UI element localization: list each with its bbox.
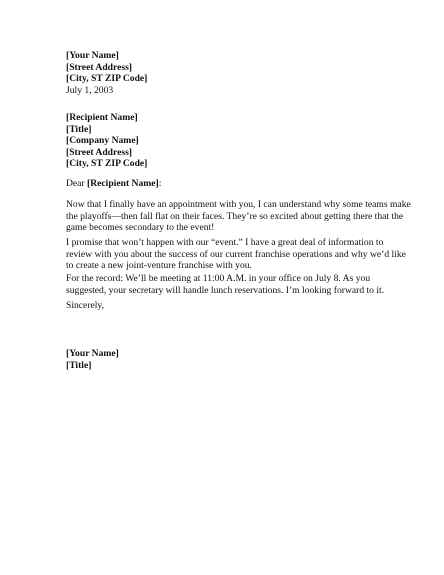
paragraph-line: For the record: We’ll be meeting at 11:00 A.M. in your office on July 8. As you: [66, 273, 371, 284]
sender-city-field[interactable]: [City, ST ZIP Code]: [66, 73, 148, 85]
body-paragraph-2: [66, 237, 406, 272]
salutation: [66, 178, 396, 190]
sender-name-field[interactable]: [Your Name]: [66, 50, 119, 61]
paragraph-line: I promise that won’t happen with our “event.” I have a great deal of information to: [66, 237, 384, 248]
paragraph-line: game becomes secondary to the event!: [66, 222, 215, 234]
closing-text: Sincerely,: [66, 300, 105, 311]
closing: [66, 300, 396, 312]
salutation-suffix: :: [158, 178, 162, 189]
salutation-name-field[interactable]: [Recipient Name]: [87, 178, 159, 189]
body-paragraph-1: [66, 199, 411, 234]
recipient-title-field[interactable]: [Title]: [66, 123, 92, 135]
recipient-company-field[interactable]: [Company Name]: [66, 135, 139, 147]
recipient-name-field[interactable]: [Recipient Name]: [66, 112, 138, 123]
paragraph-line: Now that I finally have an appointment with you, I can understand why some teams make: [66, 199, 411, 210]
paragraph-line: to create a new joint-venture franchise with you.: [66, 260, 252, 272]
paragraph-line: the playoffs—then fall flat on their faces. They’re so excited about getting there that the: [66, 210, 404, 222]
signature-title-field[interactable]: [Title]: [66, 359, 92, 371]
sender-street-field[interactable]: [Street Address]: [66, 61, 132, 73]
signature-name-field[interactable]: [Your Name]: [66, 348, 119, 359]
body-paragraph-3: [66, 273, 396, 296]
signature-block: [66, 348, 396, 371]
sender-address-block: [66, 50, 396, 96]
paragraph-line: suggested, your secretary will handle lunch reservations. I’m looking forward to it.: [66, 284, 385, 296]
recipient-address-block: [66, 112, 396, 170]
recipient-street-field[interactable]: [Street Address]: [66, 146, 132, 158]
recipient-city-field[interactable]: [City, ST ZIP Code]: [66, 158, 148, 170]
salutation-prefix: Dear: [66, 178, 88, 189]
paragraph-line: review with you about the success of our current franchise operations and why we’d like: [66, 248, 406, 260]
letter-date: July 1, 2003: [66, 84, 114, 96]
